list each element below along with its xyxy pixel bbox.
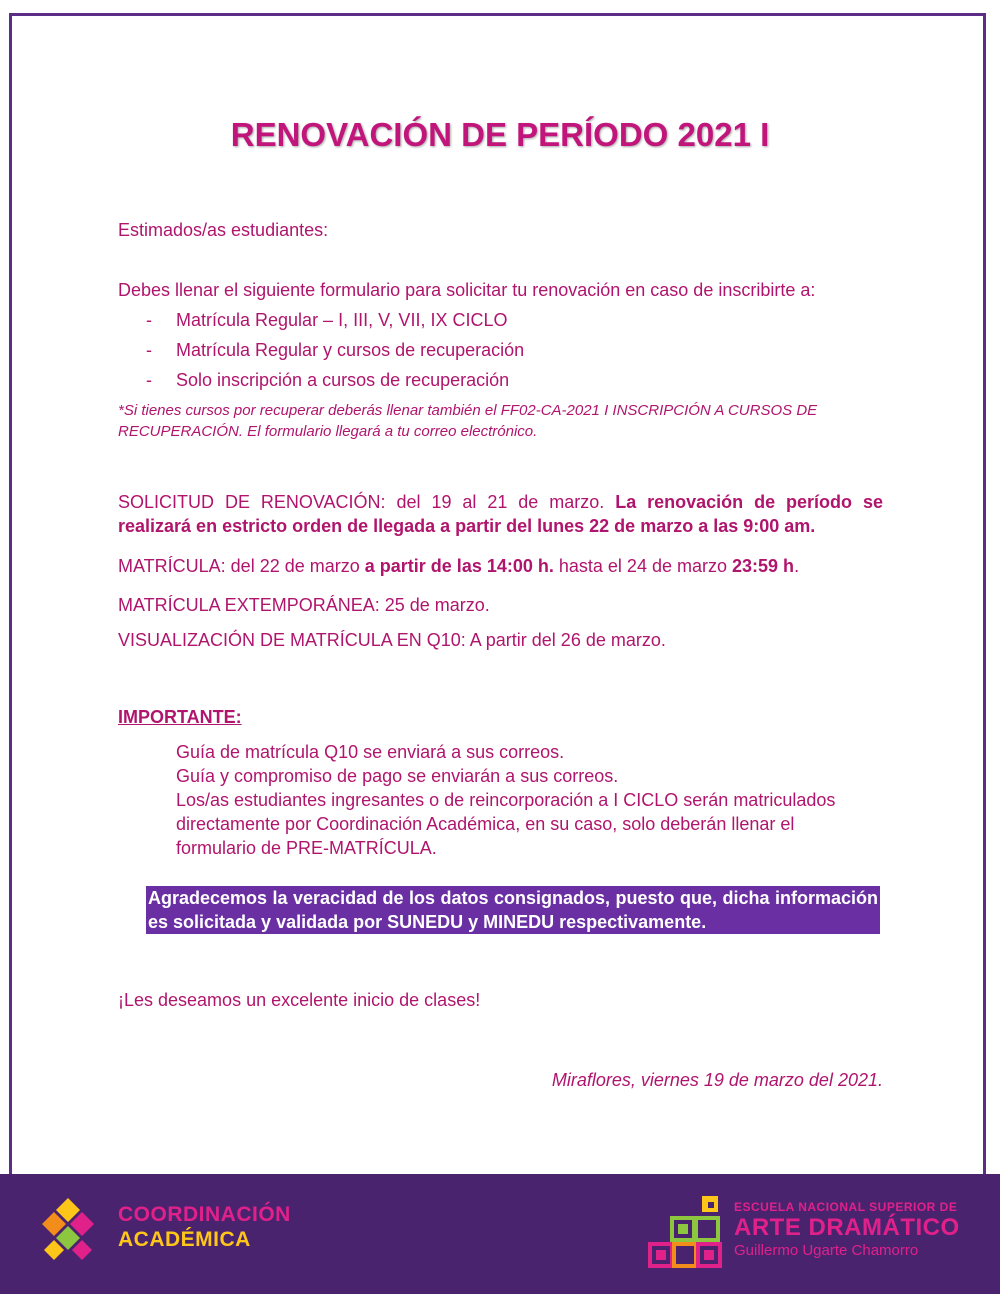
- visualizacion-matricula: VISUALIZACIÓN DE MATRÍCULA EN Q10: A partir del 26 de marzo.: [118, 630, 666, 650]
- signature-line: Miraflores, viernes 19 de marzo del 2021.: [551, 1070, 883, 1090]
- ensad-logo-text: ESCUELA NACIONAL SUPERIOR DE ARTE DRAMÁTICO Guillermo Ugarte Chamorro: [734, 1200, 960, 1259]
- greeting: Estimados/as estudiantes:: [118, 220, 329, 240]
- list-item: - Solo inscripción a cursos de recuperación: [146, 370, 510, 390]
- note-text: *Si tienes cursos por recuperar deberás llenar también el FF02-CA-2021 I INSCRIPCIÓN A CURSOS DE RECUPERACIÓN. El formulario llegará a tu correo electrónico.: [118, 402, 818, 440]
- list-item: - Matrícula Regular y cursos de recuperación: [146, 340, 525, 360]
- important-heading: IMPORTANTE:: [118, 707, 242, 727]
- important-item: Guía de matrícula Q10 se enviará a sus correos.: [176, 742, 565, 762]
- coordinacion-logo-text: COORDINACIÓN ACADÉMICA: [118, 1203, 291, 1251]
- coordinacion-logo-icon: [36, 1196, 100, 1260]
- ensad-logo-icon: [646, 1192, 726, 1272]
- footer-banner: [0, 1174, 1000, 1294]
- matricula-dates: MATRÍCULA: del 22 de marzo a partir de las 14:00 h. hasta el 24 de marzo 23:59 h.: [118, 556, 800, 576]
- important-item: Guía y compromiso de pago se enviarán a sus correos.: [176, 766, 619, 786]
- important-list: [176, 740, 876, 860]
- highlight-notice: Agradecemos la veracidad de los datos consignados, puesto que, dicha información es solicitada y validada por SUNEDU y MINEDU respectivamente.: [148, 888, 878, 932]
- solicitud-renovacion: SOLICITUD DE RENOVACIÓN: del 19 al 21 de marzo. La renovación de período se realizará en estricto orden de llegada a partir del lunes 22 de marzo a las 9:00 am.: [118, 492, 883, 536]
- closing-text: ¡Les deseamos un excelente inicio de clases!: [118, 990, 481, 1010]
- important-item: Los/as estudiantes ingresantes o de reincorporación a I CICLO serán matriculados directamente por Coordinación Académica, en su caso, solo deberán llenar el formulario de PRE-MATRÍCULA.: [176, 790, 836, 858]
- intro-text: Debes llenar el siguiente formulario para solicitar tu renovación en caso de inscribirte a:: [118, 280, 816, 300]
- page-title: RENOVACIÓN DE PERÍODO 2021 I: [230, 116, 770, 153]
- matricula-extemporanea: MATRÍCULA EXTEMPORÁNEA: 25 de marzo.: [118, 595, 490, 615]
- list-item: - Matrícula Regular – I, III, V, VII, IX CICLO: [146, 310, 508, 330]
